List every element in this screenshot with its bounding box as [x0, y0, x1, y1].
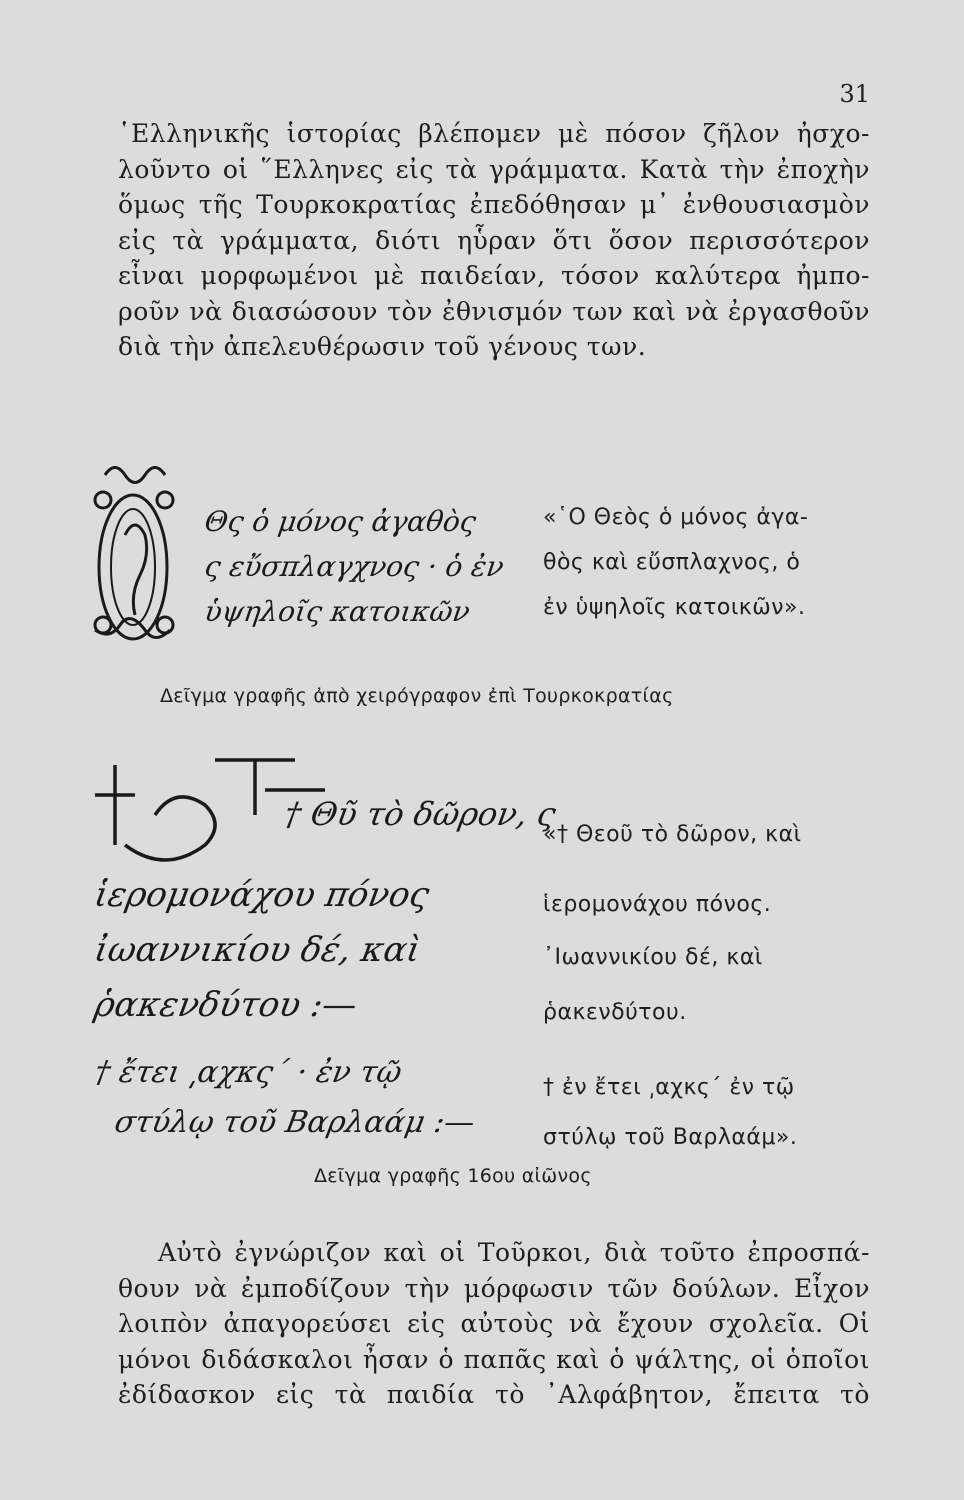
text-line: Αὐτὸ ἐγνώριζον καὶ οἱ Τοῦρκοι, διὰ τοῦτο ἐπροσπά- — [158, 1238, 870, 1267]
transcription-line: † ἐν ἔτει ͵αχκς΄ ἐν τῷ — [543, 1075, 795, 1100]
transcription-line: ῥακενδύτου. — [543, 1000, 687, 1025]
page-number: 31 — [839, 80, 870, 108]
text-line: λοῦντο οἱ ῞Ελληνες εἰς τὰ γράμματα. Κατὰ τὴν ἐποχὴν — [118, 154, 870, 184]
manuscript-line: ἱερομονάχου πόνος — [91, 875, 433, 915]
manuscript-line: στύλῳ τοῦ Βαρλαάμ :— — [111, 1105, 478, 1140]
manuscript-line: ὑψηλοῖς κατοικῶν — [202, 595, 473, 628]
manuscript-line: ῥακενδύτου :— — [91, 985, 361, 1025]
text-line: λοιπὸν ἀπαγορεύσει εἰς αὐτοὺς νὰ ἔχουν σχολεῖα. Οἱ — [118, 1309, 870, 1338]
manuscript-line: † ἔτει ͵αχκς΄ · ἐν τῷ — [91, 1055, 405, 1090]
text-line: ροῦν νὰ διασώσουν τὸν ἐθνισμόν των καὶ νὰ ἐργασθοῦν — [118, 296, 870, 326]
transcription-line: «† Θεοῦ τὸ δῶρον, καὶ — [543, 822, 802, 847]
transcription-line: στύλῳ τοῦ Βαρλαάμ». — [543, 1125, 798, 1150]
transcription-line: «῾Ο Θεὸς ὁ μόνος ἀγα- — [543, 505, 809, 530]
paragraph-2 — [118, 1235, 870, 1413]
transcription-line: ἱερομονάχου πόνος. — [543, 892, 772, 917]
manuscript-line: Θς ὁ μόνος ἀγαθὸς — [202, 505, 479, 538]
transcription-line: ᾽Ιωαννικίου δέ, καὶ — [543, 945, 763, 970]
text-line: ἐδίδασκον εἰς τὰ παιδία τὸ ᾽Αλφάβητον, ἔπειτα τὸ — [118, 1380, 870, 1409]
manuscript-line: ς εὔσπλαγχνος · ὁ ἐν — [202, 550, 506, 583]
figure-caption-1: Δεῖγμα γραφῆς ἀπὸ χειρόγραφον ἐπὶ Τουρκοκρατίας — [160, 685, 674, 707]
text-line: ὅμως τῆς Τουρκοκρατίας ἐπεδόθησαν μ᾽ ἐνθουσιασμὸν — [118, 190, 870, 219]
text-line: θουν νὰ ἐμποδίζουν τὴν μόρφωσιν τῶν δούλων. Εἶχον — [118, 1273, 870, 1303]
text-line: διὰ τὴν ἀπελευθέρωσιν τοῦ γένους των. — [118, 332, 647, 361]
manuscript-sample-1 — [85, 455, 525, 665]
paragraph-1 — [118, 116, 870, 365]
text-line: εἶναι μορφωμένοι μὲ παιδείαν, τόσον καλύτερα ἠμπο- — [118, 261, 870, 290]
manuscript-line: ἰωαννικίου δέ, καὶ — [91, 930, 424, 970]
transcription-line: ἐν ὑψηλοῖς κατοικῶν». — [543, 595, 806, 620]
figure-caption-2: Δεῖγμα γραφῆς 16ου αἰῶνος — [314, 1165, 592, 1187]
transcription-line: θὸς καὶ εὔσπλαχνος, ὁ — [543, 550, 801, 575]
manuscript-sample-2 — [85, 755, 559, 1155]
text-line: ῾Ελληνικῆς ἱστορίας βλέπομεν μὲ πόσον ζῆλον ἠσχο- — [118, 119, 870, 148]
manuscript-line: † Θῦ τὸ δῶρον, ς — [281, 795, 559, 833]
text-line: μόνοι διδάσκαλοι ἦσαν ὁ παπᾶς καὶ ὁ ψάλτης, οἱ ὁποῖοι — [118, 1344, 870, 1374]
text-line: εἰς τὰ γράμματα, διότι ηὗραν ὅτι ὅσον περισσότερον — [118, 225, 870, 255]
